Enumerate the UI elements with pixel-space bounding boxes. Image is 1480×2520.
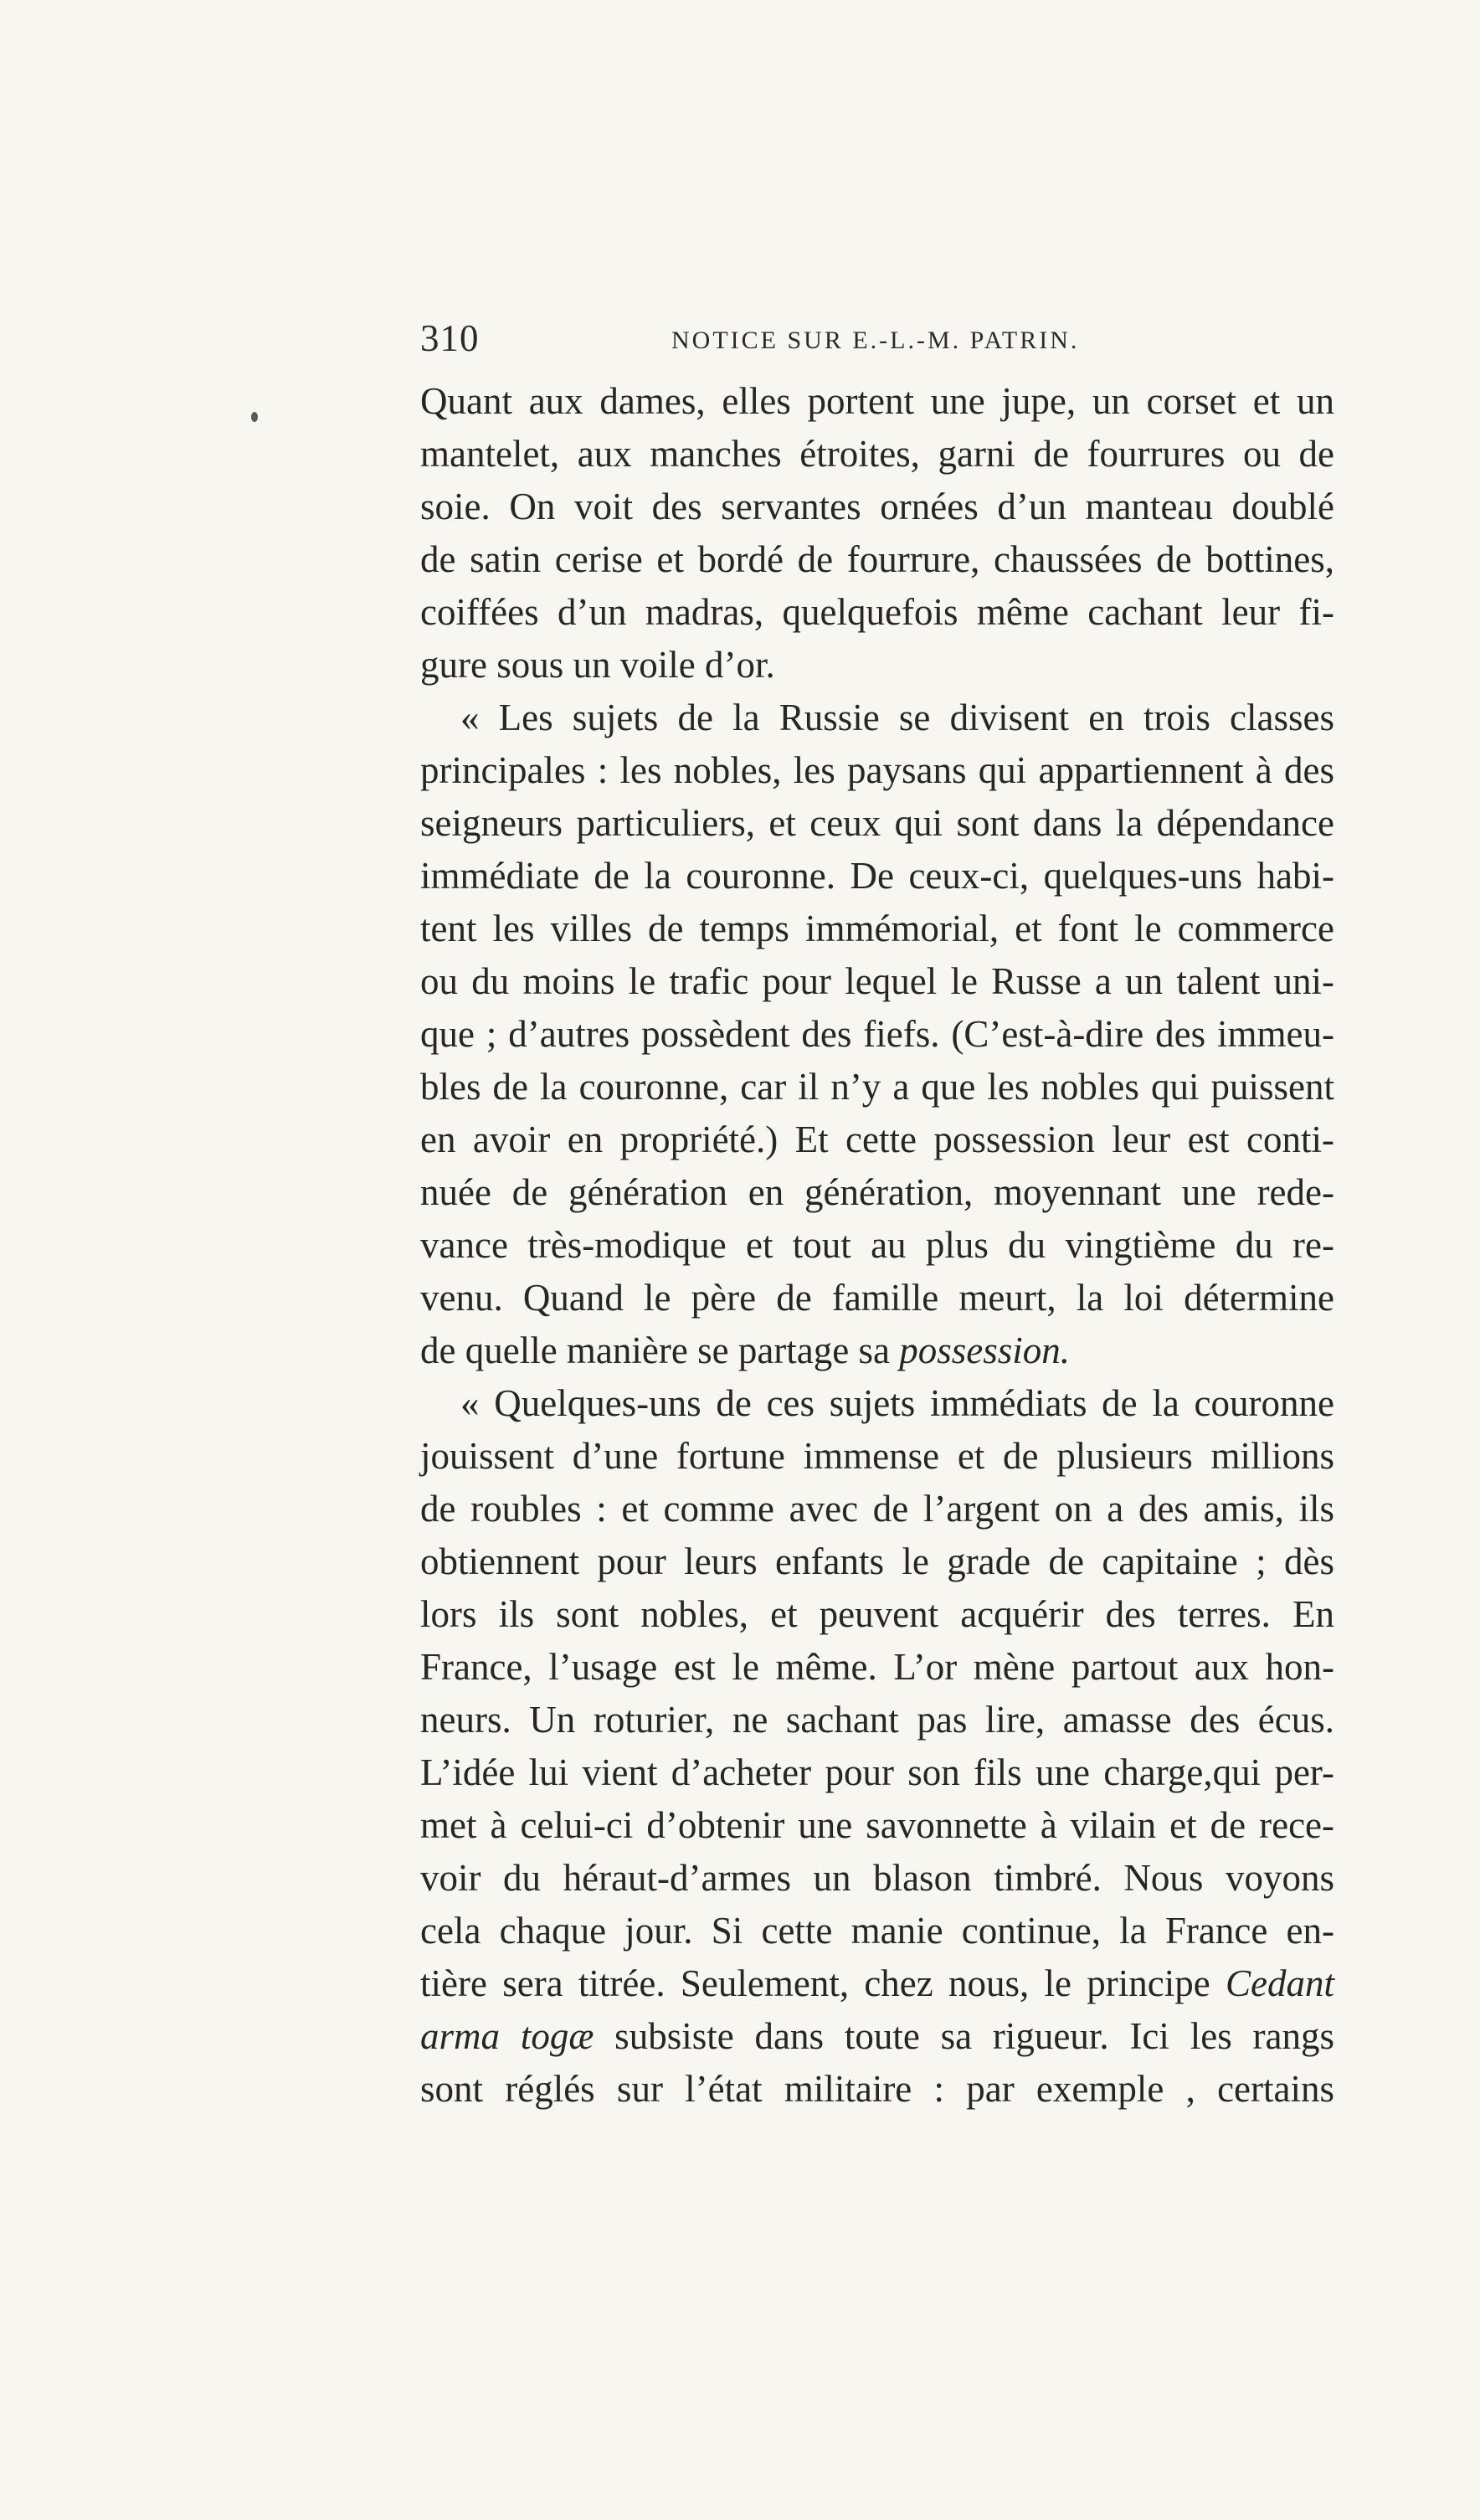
text-line: met à celui-ci d’obtenir une savonnette à vilain et de rece- — [420, 1804, 1334, 1846]
text-line: en avoir en propriété.) Et cette possession leur est conti- — [420, 1119, 1334, 1160]
text-line: de roubles : et comme avec de l’argent on a des amis, ils — [420, 1488, 1334, 1530]
body-text — [420, 375, 1334, 2116]
text-line: « Les sujets de la Russie se divisent en trois classes — [460, 697, 1334, 738]
text-line: voir du héraut-d’armes un blason timbré. Nous voyons — [420, 1857, 1334, 1899]
text-line: gure sous un voile d’or. — [420, 644, 775, 686]
text-line: bles de la couronne, car il n’y a que les nobles qui puissent — [420, 1066, 1334, 1108]
text-line: seigneurs particuliers, et ceux qui sont dans la dépendance — [420, 802, 1334, 844]
text-line: Quant aux dames, elles portent une jupe, un corset et un — [420, 380, 1334, 422]
text-line: vance très-modique et tout au plus du vingtième du re- — [420, 1224, 1334, 1266]
running-head — [420, 316, 1334, 375]
text-line — [420, 1324, 1334, 1377]
text-line — [420, 2010, 1334, 2063]
text-line: de satin cerise et bordé de fourrure, chaussées de bottines, — [420, 538, 1334, 580]
text-line: que ; d’autres possèdent des fiefs. (C’est-à-dire des immeu- — [420, 1013, 1334, 1055]
text-line — [420, 1957, 1334, 2010]
text-line: venu. Quand le père de famille meurt, la loi détermine — [420, 1277, 1334, 1319]
text-line: France, l’usage est le même. L’or mène partout aux hon- — [420, 1646, 1334, 1688]
text-line: ou du moins le trafic pour lequel le Russe a un talent uni- — [420, 960, 1334, 1002]
italic-text: possession. — [899, 1329, 1070, 1371]
text-line: nuée de génération en génération, moyennant une rede- — [420, 1171, 1334, 1213]
text-line: lors ils sont nobles, et peuvent acquérir des terres. En — [420, 1593, 1334, 1635]
text-line: principales : les nobles, les paysans qui appartiennent à des — [420, 749, 1334, 791]
text-line: soie. On voit des servantes ornées d’un manteau doublé — [420, 486, 1334, 527]
text-fragment: tière sera titrée. Seulement, chez nous, le principe — [420, 1962, 1226, 2004]
ink-speck — [251, 412, 258, 422]
text-line: « Quelques-uns de ces sujets immédiats de la couronne — [460, 1382, 1334, 1424]
italic-text: arma togæ — [420, 2015, 594, 2057]
text-line: sont réglés sur l’état militaire : par exemple , certains — [420, 2068, 1334, 2110]
text-line: obtiennent pour leurs enfants le grade de capitaine ; dès — [420, 1540, 1334, 1582]
text-fragment: subsiste dans toute sa rigueur. Ici les rangs — [594, 2015, 1334, 2057]
text-line: jouissent d’une fortune immense et de plusieurs millions — [420, 1435, 1334, 1477]
text-fragment: de quelle manière se partage sa — [420, 1329, 900, 1371]
text-line: L’idée lui vient d’acheter pour son fils une charge,qui per- — [420, 1751, 1334, 1793]
text-line: mantelet, aux manches étroites, garni de fourrures ou de — [420, 433, 1334, 475]
text-line: cela chaque jour. Si cette manie continue, la France en- — [420, 1910, 1334, 1952]
running-title: NOTICE SUR E.-L.-M. PATRIN. — [671, 327, 1080, 354]
text-line: neurs. Un roturier, ne sachant pas lire, amasse des écus. — [420, 1699, 1334, 1741]
text-line: immédiate de la couronne. De ceux-ci, quelques-uns habi- — [420, 855, 1334, 897]
text-line: coiffées d’un madras, quelquefois même cachant leur fi- — [420, 591, 1334, 633]
page-number: 310 — [420, 317, 480, 359]
italic-text: Cedant — [1226, 1962, 1334, 2004]
text-line: tent les villes de temps immémorial, et font le commerce — [420, 908, 1334, 949]
